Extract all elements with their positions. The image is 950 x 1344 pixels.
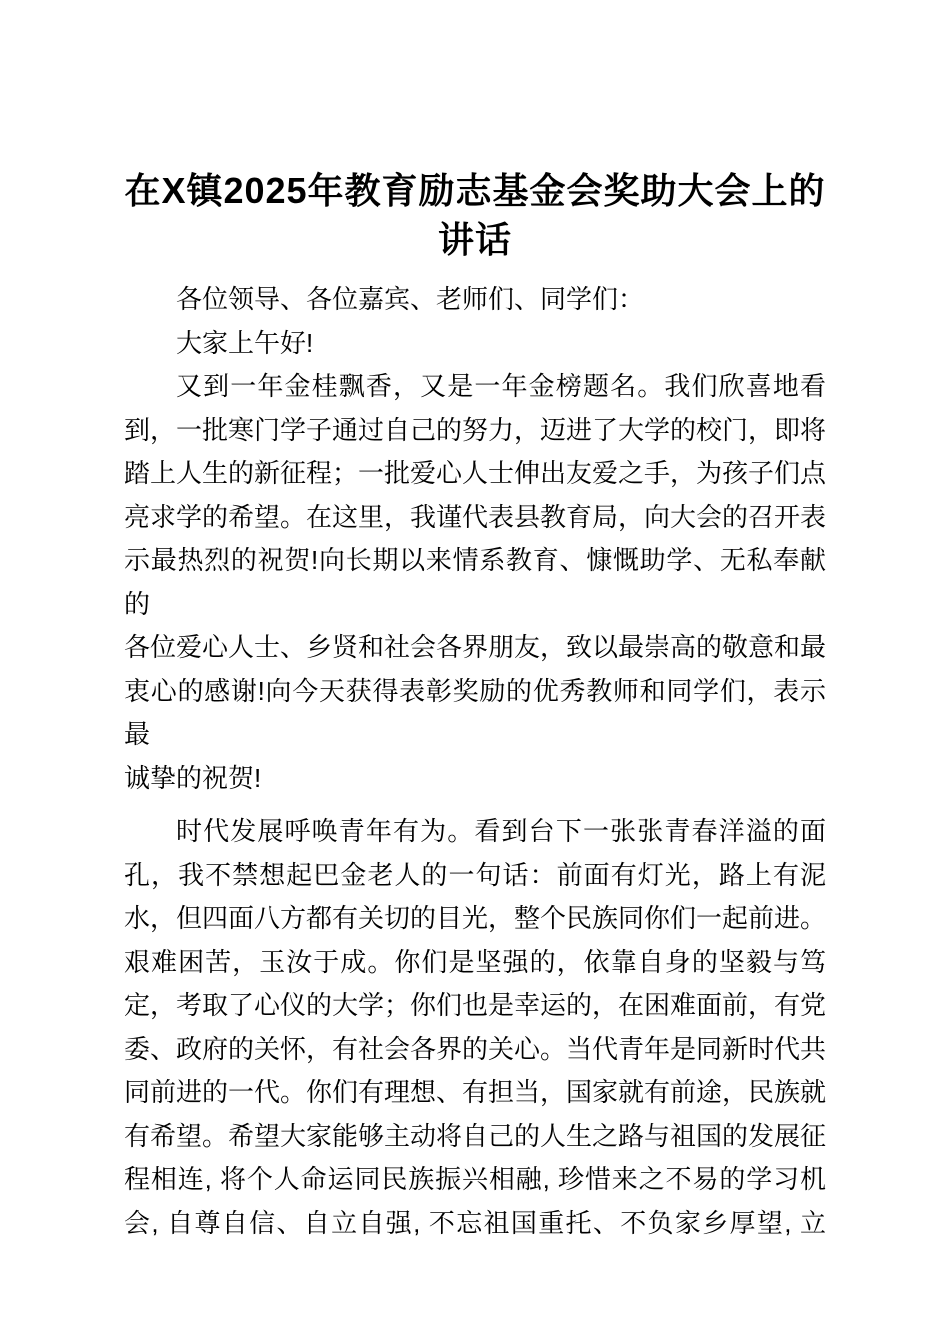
- text-line: 大家上午好!: [176, 327, 314, 358]
- paragraph-youth-era-paragraph: [124, 810, 826, 1245]
- paragraph-congratulations-paragraph: [124, 365, 826, 800]
- text-line: 各位领导、各位嘉宾、老师们、同学们：: [176, 284, 645, 314]
- paragraph-greeting: [124, 322, 826, 366]
- text-line: 定，考取了心仪的大学；你们也是幸运的，在困难面前，有党: [124, 990, 827, 1020]
- text-line: 有希望。希望大家能够主动将自己的人生之路与祖国的发展征: [124, 1120, 827, 1151]
- document-title: [124, 166, 826, 264]
- text-line: 衷心的感谢!向今天获得表彰奖励的优秀教师和同学们，表示最: [124, 675, 826, 749]
- document-body: [124, 278, 826, 1245]
- document-content: [124, 0, 826, 1245]
- text-line: 会, 自尊自信、自立自强, 不忘祖国重托、不负家乡厚望, 立: [124, 1207, 826, 1238]
- text-line: 又到一年金桂飘香，又是一年金榜题名。我们欣喜地看: [176, 371, 826, 401]
- text-line: 程相连, 将个人命运同民族振兴相融, 珍惜来之不易的学习机: [124, 1164, 826, 1194]
- document-title-line-1: 在X镇2025年教育励志基金会奖助大会上的: [124, 170, 826, 211]
- text-line: 孔，我不禁想起巴金老人的一句话：前面有灯光，路上有泥: [124, 859, 826, 890]
- text-line: 各位爱心人士、乡贤和社会各界朋友，致以最崇高的敬意和最: [124, 632, 827, 662]
- text-line: 踏上人生的新征程；一批爱心人士伸出友爱之手，为孩子们点: [124, 458, 827, 488]
- text-line: 委、政府的关怀，有社会各界的关心。当代青年是同新时代共: [124, 1033, 827, 1064]
- text-line: 亮求学的希望。在这里，我谨代表县教育局，向大会的召开表: [124, 501, 827, 532]
- text-line: 同前进的一代。你们有理想、有担当，国家就有前途，民族就: [124, 1077, 827, 1107]
- paragraph-salutation: [124, 278, 826, 322]
- text-line: 艰难困苦，玉汝于成。你们是坚强的，依靠自身的坚毅与笃: [124, 946, 826, 977]
- text-line: 示最热烈的祝贺!向长期以来情系教育、慷慨助学、无私奉献的: [124, 545, 826, 619]
- text-line: 诚挚的祝贺!: [124, 762, 262, 793]
- text-line: 时代发展呼唤青年有为。看到台下一张张青春洋溢的面: [176, 816, 826, 846]
- text-line: 水，但四面八方都有关切的目光，整个民族同你们一起前进。: [124, 903, 827, 933]
- text-line: 到，一批寒门学子通过自己的努力，迈进了大学的校门，即将: [124, 414, 827, 445]
- document-title-line-2: 讲话: [437, 219, 512, 260]
